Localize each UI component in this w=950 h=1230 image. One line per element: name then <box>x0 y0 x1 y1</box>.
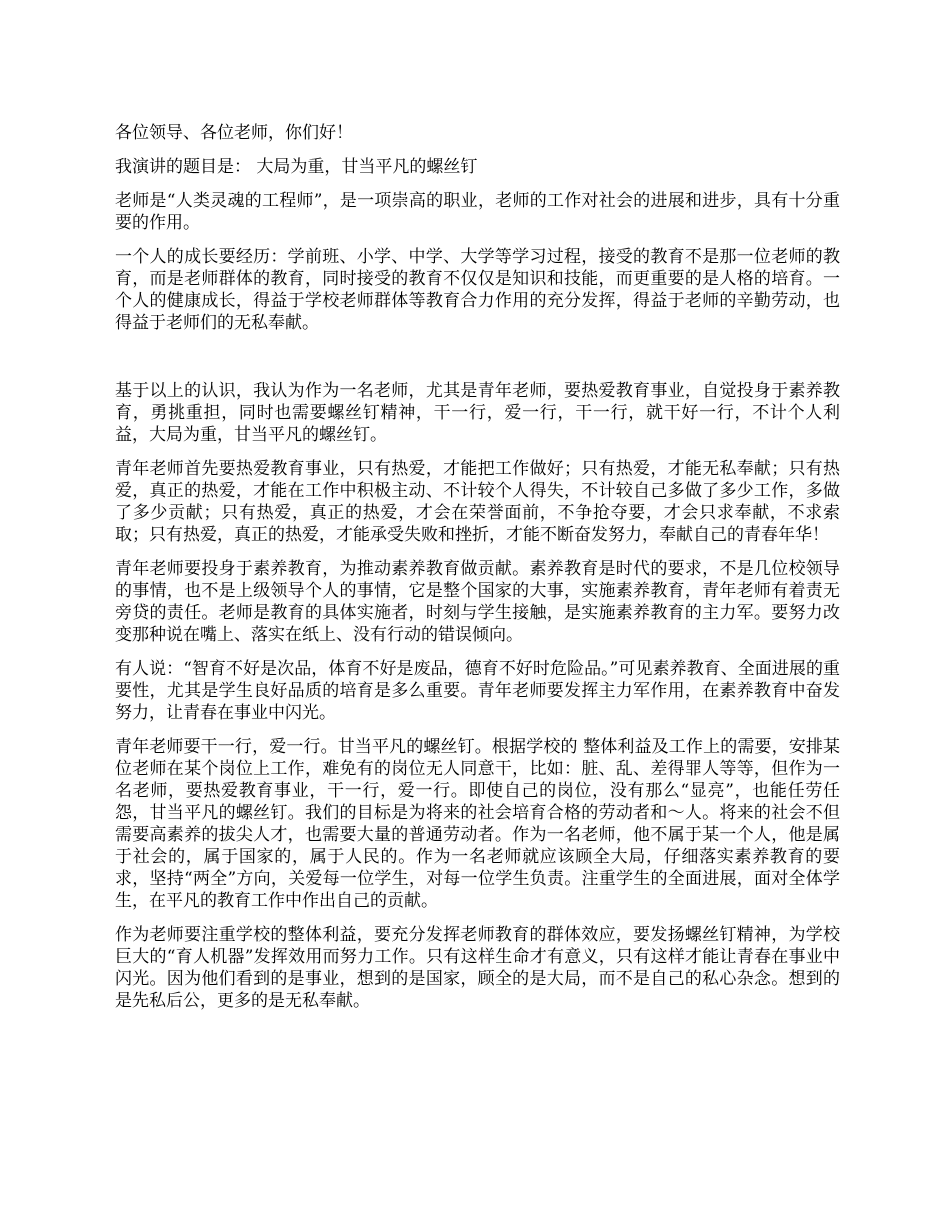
speech-title-paragraph: 我演讲的题目是： 大局为重，甘当平凡的螺丝钉 <box>115 157 478 177</box>
greeting-paragraph: 各位领导、各位老师，你们好！ <box>115 123 353 143</box>
body-paragraph: 青年老师要干一行，爱一行。甘当平凡的螺丝钉。根据学校的 整体利益及工作上的需要，安排某位老师在某个岗位上工作，难免有的岗位无人同意干，比如：脏、乱、差得罪人等等，但作为一名老师，要热爱教育事业，干一行，爱一行。即使自己的岗位，没有那么“显亮”，也能任劳任怨，甘当平凡的螺丝钉。我们的目标是为将来的社会培育合格的劳动者和～人。将来的社会不但需要高素养的拔尖人才，也需要大量的普通劳动者。作为一名老师，他不属于某一个人，他是属于社会的，属于国家的，属于人民的。作为一名老师就应该顾全大局，仔细落实素养教育的要求，坚持“两全”方向，关爱每一位学生，对每一位学生负责。注重学生的全面进展，面对全体学生，在平凡的教育工作中作出自己的贡献。 <box>115 737 840 911</box>
body-paragraph: 青年老师要投身于素养教育，为推动素养教育做贡献。素养教育是时代的要求，不是几位校领导的事情，也不是上级领导个人的事情，它是整个国家的大事，实施素养教育，青年老师有着责无旁贷的责任。老师是教育的具体实施者，时刻与学生接触，是实施素养教育的主力军。要努力改变那种说在嘴上、落实在纸上、没有行动的错误倾向。 <box>115 559 840 645</box>
body-paragraph: 有人说：“智育不好是次品，体育不好是废品，德育不好时危险品。”可见素养教育、全面进展的重要性，尤其是学生良好品质的培育是多么重要。青年老师要发挥主力军作用，在素养教育中奋发努力，让青春在事业中闪光。 <box>115 659 840 723</box>
blank-space <box>115 346 840 380</box>
body-paragraph: 基于以上的认识，我认为作为一名老师，尤其是青年老师，要热爱教育事业，自觉投身于素养教育，勇挑重担，同时也需要螺丝钉精神，干一行，爱一行，干一行，就干好一行，不计个人利益，大局为重，甘当平凡的螺丝钉。 <box>115 381 840 445</box>
body-paragraph: 老师是“人类灵魂的工程师”，是一项崇高的职业，老师的工作对社会的进展和进步，具有十分重要的作用。 <box>115 191 840 233</box>
body-paragraph: 一个人的成长要经历：学前班、小学、中学、大学等学习过程，接受的教育不是那一位老师的教育，而是老师群体的教育，同时接受的教育不仅仅是知识和技能，而更重要的是人格的培育。一个人的健康成长，得益于学校老师群体等教育合力作用的充分发挥，得益于老师的辛勤劳动，也得益于老师们的无私奉献。 <box>115 247 840 333</box>
body-paragraph: 青年老师首先要热爱教育事业，只有热爱，才能把工作做好；只有热爱，才能无私奉献；只有热爱，真正的热爱，才能在工作中积极主动、不计较个人得失，不计较自己多做了多少工作，多做了多少贡献；只有热爱，真正的热爱，才会在荣誉面前，不争抢夺要，才会只求奉献，不求索取；只有热爱，真正的热爱，才能承受失败和挫折，才能不断奋发努力，奉献自己的青春年华！ <box>115 459 840 545</box>
speech-text <box>115 122 840 1024</box>
body-paragraph: 作为老师要注重学校的整体利益，要充分发挥老师教育的群体效应，要发扬螺丝钉精神，为学校巨大的“育人机器”发挥效用而努力工作。只有这样生命才有意义，只有这样才能让青春在事业中闪光。因为他们看到的是事业，想到的是国家，顾全的是大局，而不是自己的私心杂念。想到的是先私后公，更多的是无私奉献。 <box>115 925 840 1011</box>
